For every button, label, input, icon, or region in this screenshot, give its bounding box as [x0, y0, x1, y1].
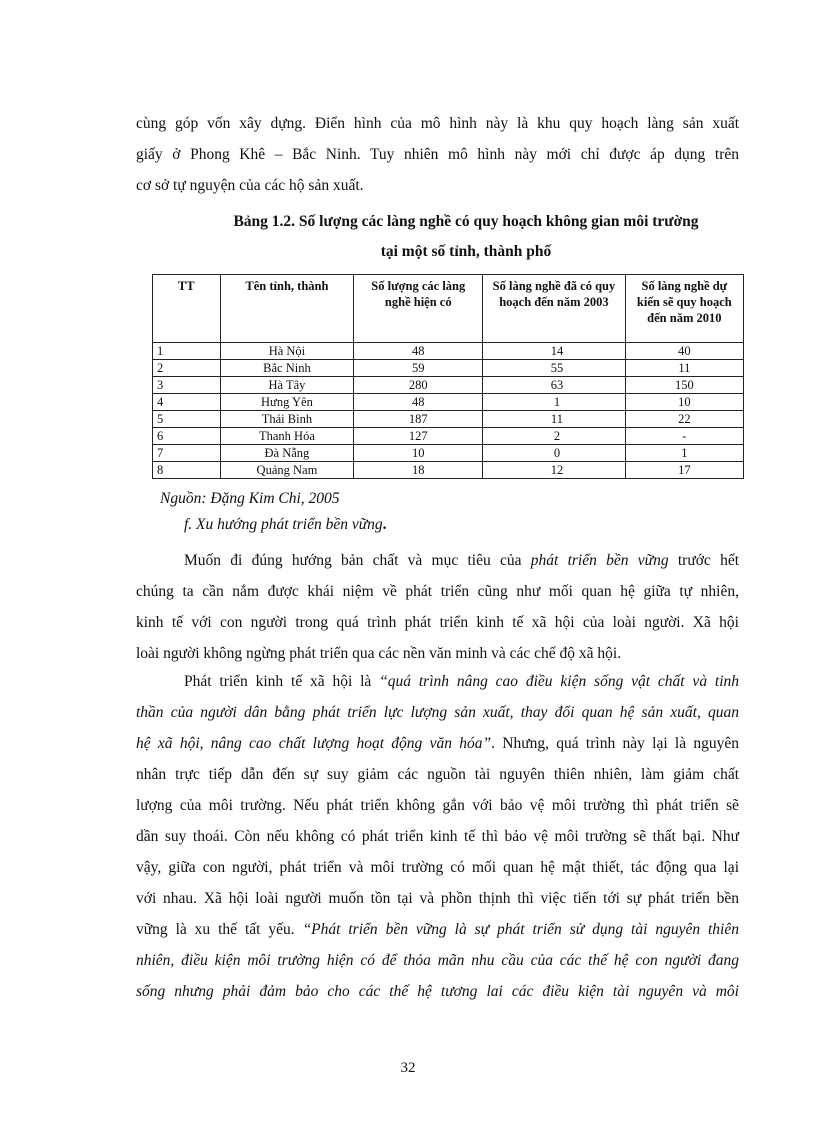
cell-tt: 2 — [153, 360, 221, 377]
para2-line-8: với nhau. Xã hội loài người muốn tồn tại và phồn thịnh thì việc tiến tới sự phát triển bền — [136, 890, 739, 907]
cell-tt: 5 — [153, 411, 221, 428]
header-existing-villages: Số lượng các làng nghề hiện có — [354, 275, 483, 343]
para2-text-9: vững là xu thế tất yếu. — [136, 921, 303, 938]
cell-2010: 22 — [625, 411, 743, 428]
para2-quote-9: “Phát triển bền vững là sự phát triển sử dụng tài nguyên thiên — [302, 921, 739, 938]
para2-line-7: vậy, giữa con người, phát triển và môi trường có mối quan hệ mật thiết, tác động qua lại — [136, 859, 739, 876]
cell-2010: 11 — [625, 360, 743, 377]
table-header-row — [153, 275, 744, 343]
para2-quote-10: nhiên, điều kiện môi trường hiện có để thỏa mãn nhu cầu của các thế hệ con người đang — [136, 952, 739, 969]
cell-2010: 150 — [625, 377, 743, 394]
cell-province: Bắc Ninh — [220, 360, 354, 377]
intro-line-3: cơ sở tự nguyện của các hộ sản xuất. — [136, 177, 364, 194]
cell-2003: 14 — [483, 343, 625, 360]
data-table — [152, 274, 744, 479]
cell-tt: 4 — [153, 394, 221, 411]
para2-quote-11: sống nhưng phải đảm bảo cho các thế hệ tương lai các điều kiện tài nguyên và môi — [136, 983, 739, 1000]
para2-line-6: dần suy thoái. Còn nếu không có phát triển kinh tế thì bảo vệ môi trường sẽ thất bại. Như — [136, 828, 739, 845]
para2-text-3: . Nhưng, quá trình này lại là nguyên — [491, 735, 739, 752]
cell-2003: 55 — [483, 360, 625, 377]
section-heading-text: f. Xu hướng phát triển bền vững — [184, 516, 383, 533]
table-row — [153, 377, 744, 394]
cell-tt: 8 — [153, 462, 221, 479]
intro-line-2: giấy ở Phong Khê – Bắc Ninh. Tuy nhiên mô hình này mới chỉ được áp dụng trên — [136, 146, 739, 163]
header-province: Tên tỉnh, thành — [220, 275, 354, 343]
cell-existing: 18 — [354, 462, 483, 479]
para1-line-3: kinh tế với con người trong quá trình phát triển kinh tế xã hội của loài người. Xã hội — [136, 614, 739, 631]
cell-2003: 1 — [483, 394, 625, 411]
table-caption — [136, 207, 796, 267]
para2-quote-1: “quá trình nâng cao điều kiện sống vật chất và tinh — [379, 673, 740, 690]
cell-2003: 0 — [483, 445, 625, 462]
intro-line-1: cùng góp vốn xây dựng. Điển hình của mô hình này là khu quy hoạch làng sản xuất — [136, 115, 739, 132]
table-caption-line-2: tại một số tỉnh, thành phố — [380, 243, 552, 260]
cell-tt: 7 — [153, 445, 221, 462]
cell-2010: 40 — [625, 343, 743, 360]
cell-existing: 59 — [354, 360, 483, 377]
cell-existing: 187 — [354, 411, 483, 428]
para1-text-b: trước hết — [668, 552, 740, 569]
table-row — [153, 445, 744, 462]
cell-existing: 280 — [354, 377, 483, 394]
cell-province: Thái Bình — [220, 411, 354, 428]
table-caption-line-1: Bảng 1.2. Số lượng các làng nghề có quy hoạch không gian môi trường — [233, 213, 699, 230]
table-row — [153, 394, 744, 411]
cell-2010: 1 — [625, 445, 743, 462]
table-source: Nguồn: Đặng Kim Chi, 2005 — [160, 490, 340, 507]
cell-2010: - — [625, 428, 743, 445]
para2-line-3 — [136, 728, 739, 759]
cell-2010: 17 — [625, 462, 743, 479]
para2-quote-2: thần của người dân bằng phát triển lực lượng sản xuất, thay đổi quan hệ sản xuất, quan — [136, 704, 739, 721]
cell-tt: 1 — [153, 343, 221, 360]
header-tt: TT — [153, 275, 221, 343]
para2-line-1 — [136, 666, 739, 697]
para2-line-11 — [136, 976, 739, 1007]
cell-2003: 2 — [483, 428, 625, 445]
cell-province: Quảng Nam — [220, 462, 354, 479]
cell-existing: 10 — [354, 445, 483, 462]
para2-quote-3: hệ xã hội, nâng cao chất lượng hoạt động văn hóa” — [136, 735, 492, 752]
cell-province: Đà Nẵng — [220, 445, 354, 462]
table-row — [153, 428, 744, 445]
cell-existing: 48 — [354, 394, 483, 411]
section-heading: f. Xu hướng phát triển bền vững. — [184, 516, 387, 533]
para2-line-4: nhân trực tiếp dẫn đến sự suy giảm các nguồn tài nguyên thiên nhiên, làm giảm chất — [136, 766, 739, 783]
cell-existing: 48 — [354, 343, 483, 360]
cell-province: Hà Nội — [220, 343, 354, 360]
cell-province: Thanh Hóa — [220, 428, 354, 445]
cell-province: Hà Tây — [220, 377, 354, 394]
para1-emphasis: phát triển bền vững — [530, 552, 669, 569]
para2-line-2 — [136, 697, 739, 728]
cell-existing: 127 — [354, 428, 483, 445]
cell-2003: 63 — [483, 377, 625, 394]
cell-2003: 12 — [483, 462, 625, 479]
cell-tt: 6 — [153, 428, 221, 445]
cell-province: Hưng Yên — [220, 394, 354, 411]
paragraph-2 — [136, 666, 739, 1007]
intro-paragraph — [136, 108, 739, 201]
para2-text-a: Phát triển kinh tế xã hội là — [184, 673, 380, 690]
table-row — [153, 343, 744, 360]
table-row — [153, 360, 744, 377]
para2-line-5: lượng của môi trường. Nếu phát triển không gắn với bảo vệ môi trường thì phát triển sẽ — [136, 797, 739, 814]
para2-line-9 — [136, 914, 739, 945]
para2-line-10 — [136, 945, 739, 976]
table-row — [153, 411, 744, 428]
para1-line-4: loài người không ngừng phát triển qua các nền văn minh và các chế độ xã hội. — [136, 645, 622, 662]
paragraph-1 — [136, 545, 739, 669]
para1-line-2: chúng ta cần nắm được khái niệm về phát triển cũng như mối quan hệ giữa tự nhiên, — [136, 583, 739, 600]
page-number: 32 — [400, 1060, 416, 1076]
para1-line-1 — [136, 545, 739, 576]
cell-2003: 11 — [483, 411, 625, 428]
para1-text-a: Muốn đi đúng hướng bản chất và mục tiêu của — [184, 552, 531, 569]
table-row — [153, 462, 744, 479]
header-planned-2010: Số làng nghề dự kiến sẽ quy hoạch đến năm 2010 — [625, 275, 743, 343]
cell-tt: 3 — [153, 377, 221, 394]
header-planned-2003: Số làng nghề đã có quy hoạch đến năm 2003 — [483, 275, 625, 343]
cell-2010: 10 — [625, 394, 743, 411]
